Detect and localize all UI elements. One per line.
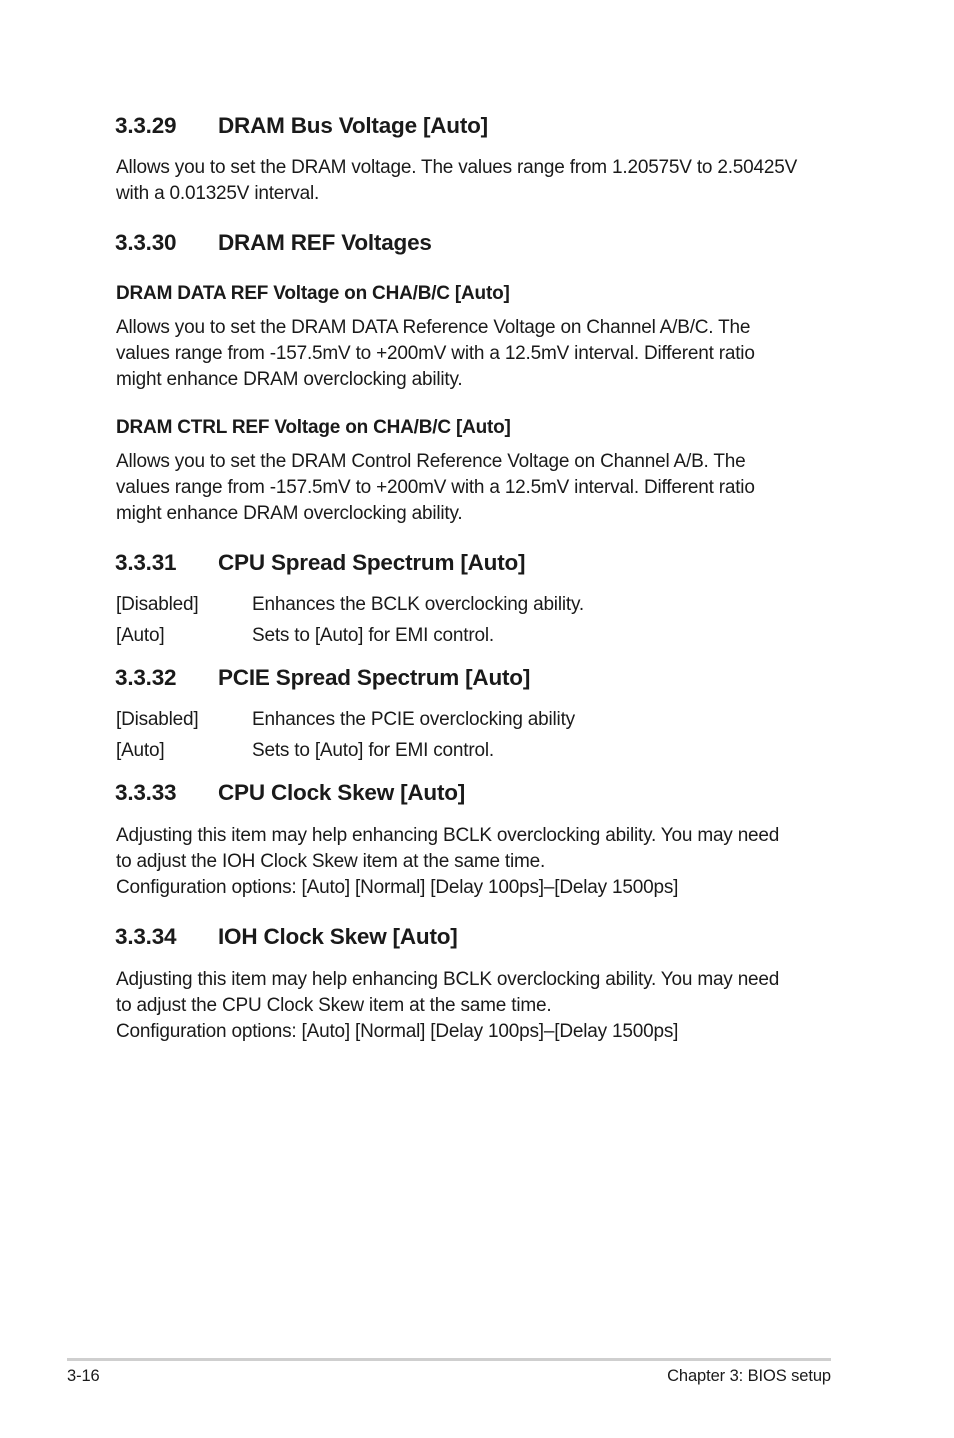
option-desc-disabled: Enhances the PCIE overclocking ability [252,709,575,730]
footer-page-number: 3-16 [67,1367,100,1385]
subsection-body-dram-ctrl-ref [116,449,836,527]
body-line: might enhance DRAM overclocking ability. [116,369,463,390]
body-line: values range from -157.5mV to +200mV with a 12.5mV interval. Different ratio [116,477,755,498]
subsection-title-dram-ctrl-ref: DRAM CTRL REF Voltage on CHA/B/C [Auto] [116,417,511,438]
option-key-auto: [Auto] [116,740,165,761]
body-line: Adjusting this item may help enhancing BCLK overclocking ability. You may need [116,969,780,990]
section-title-cpu-spread-spectrum: CPU Spread Spectrum [Auto] [218,550,526,575]
subsection-body-dram-data-ref [116,315,836,393]
footer-divider [67,1358,831,1361]
body-line: Allows you to set the DRAM DATA Reference Voltage on Channel A/B/C. The [116,317,751,338]
section-number-3-3-31: 3.3.31 [115,550,177,575]
section-number-3-3-34: 3.3.34 [115,924,177,949]
section-title-dram-bus-voltage: DRAM Bus Voltage [Auto] [218,113,488,138]
body-line: Allows you to set the DRAM Control Reference Voltage on Channel A/B. The [116,451,746,472]
section-body-cpu-clock-skew [116,823,836,901]
section-title-ioh-clock-skew: IOH Clock Skew [Auto] [218,924,458,949]
section-number-3-3-29: 3.3.29 [115,113,177,138]
body-line: Configuration options: [Auto] [Normal] [Delay 100ps]–[Delay 1500ps] [116,1021,679,1042]
body-line: values range from -157.5mV to +200mV with a 12.5mV interval. Different ratio [116,343,755,364]
section-body-ioh-clock-skew [116,967,836,1045]
section-number-3-3-32: 3.3.32 [115,665,177,690]
section-number-3-3-30: 3.3.30 [115,230,177,255]
option-key-auto: [Auto] [116,625,165,646]
option-desc-auto: Sets to [Auto] for EMI control. [252,740,494,761]
body-line: to adjust the CPU Clock Skew item at the same time. [116,995,552,1016]
body-line: Allows you to set the DRAM voltage. The values range from 1.20575V to 2.50425V [116,157,798,178]
subsection-title-dram-data-ref: DRAM DATA REF Voltage on CHA/B/C [Auto] [116,283,510,304]
option-key-disabled: [Disabled] [116,709,199,730]
body-line: Configuration options: [Auto] [Normal] [Delay 100ps]–[Delay 1500ps] [116,877,679,898]
section-title-dram-ref-voltages: DRAM REF Voltages [218,230,432,255]
section-title-pcie-spread-spectrum: PCIE Spread Spectrum [Auto] [218,665,531,690]
body-line: Adjusting this item may help enhancing BCLK overclocking ability. You may need [116,825,780,846]
option-desc-disabled: Enhances the BCLK overclocking ability. [252,594,584,615]
section-number-3-3-33: 3.3.33 [115,780,177,805]
body-line: to adjust the IOH Clock Skew item at the same time. [116,851,546,872]
option-desc-auto: Sets to [Auto] for EMI control. [252,625,494,646]
option-key-disabled: [Disabled] [116,594,199,615]
body-line: with a 0.01325V interval. [116,183,320,204]
footer-chapter-title: Chapter 3: BIOS setup [667,1367,831,1385]
body-line: might enhance DRAM overclocking ability. [116,503,463,524]
section-body-dram-bus-voltage [116,155,836,207]
section-title-cpu-clock-skew: CPU Clock Skew [Auto] [218,780,466,805]
